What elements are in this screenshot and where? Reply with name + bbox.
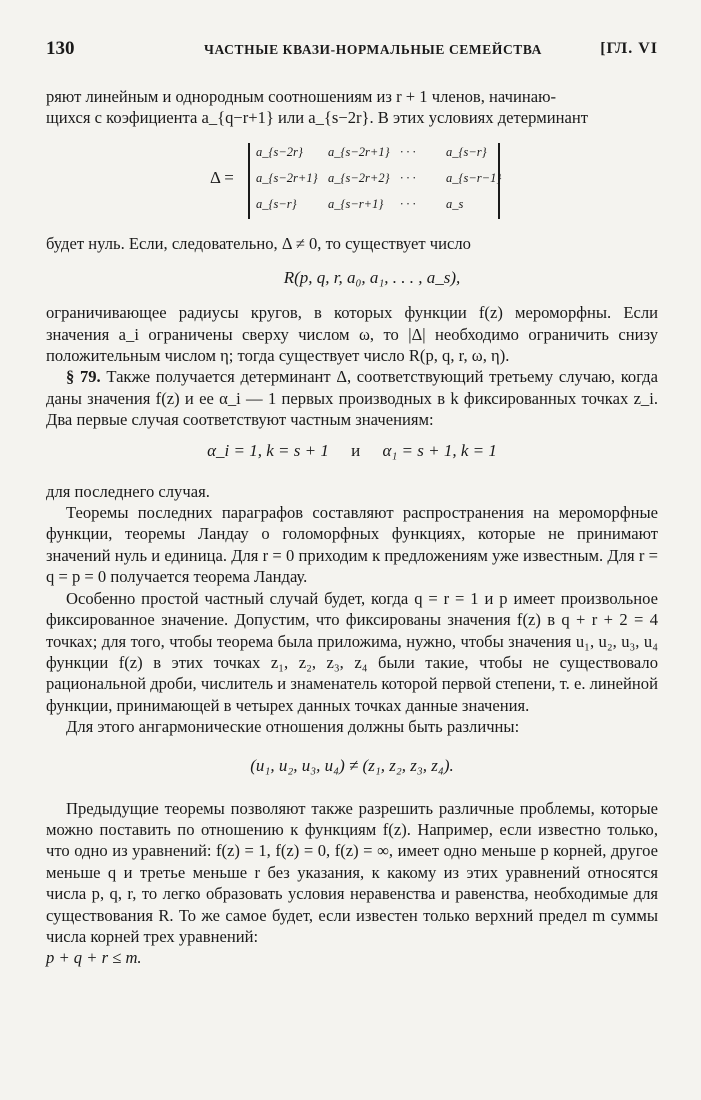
cases-formula: [46, 441, 658, 461]
section-79-text: Также получается детерминант Δ, соответствующий третьему случаю, когда даны значения f(z) и ее α_i — 1 первых производных в k фиксированных точках z_i. Два первые случая соответствуют частным значениям:: [46, 367, 658, 430]
case-two: α₁ = s + 1, k = 1: [382, 440, 497, 460]
page-header: [46, 38, 658, 64]
paragraph-line: щихся с коэфициента a_{q−r+1} или a_{s−2r}. В этих условиях детерминант: [46, 108, 588, 128]
determinant-cell: a_{s−r}: [446, 144, 487, 159]
paragraph: Для этого ангармонические отношения должны быть различны:: [66, 717, 520, 737]
chapter-label: [ГЛ. VI: [600, 40, 658, 57]
R-expression: R(p, q, r, a₀, a₁, . . . , a_s),: [283, 268, 461, 288]
determinant-cell: a_{s−r−1}: [446, 170, 502, 185]
determinant-cell: a_{s−r+1}: [328, 196, 384, 211]
section-79-paragraph: [46, 366, 658, 430]
paragraph: Предыдущие теоремы позволяют также разрешить различные проблемы, которые можно поставить по отношению к функциям f(z). Например, если известно только, что одно из уравнений: f(z) = 1, f(z) = 0, f(z) = ∞, имеет одно меньше p корней, другое меньше q и третье меньше r без указания, к какому из этих уравнений относятся числа p, q, r, то легко образовать условия неравенства и равенства, необходимые для существования R. То же самое будет, если известен только верхний предел m суммы числа корней трех уравнений:: [46, 798, 658, 946]
final-inequality: p + q + r ≤ m.: [46, 948, 142, 968]
determinant-cell: a_{s−r}: [256, 196, 297, 211]
case-one: α_i = 1, k = s + 1: [207, 440, 329, 460]
paragraph: Теоремы последних параграфов составляют распространения на мероморфные функции, теоремы Ландау о голоморфных функциях, которые не принимают значений нуль и единица. Для r = 0 приходим к предложениям уже известным. Для r = q = p = 0 получается теорема Ландау.: [46, 503, 658, 587]
paragraph: ограничивающее радиусы кругов, в которых функции f(z) мероморфны. Если значения a_i ограничены сверху числом ω, то |Δ| необходимо ограничить снизу положительным числом η; тогда существует число R(p, q, r, ω, η).: [46, 303, 658, 366]
page-number: 130: [46, 38, 75, 59]
determinant-lhs: Δ =: [210, 167, 234, 187]
determinant-cell: a_{s−2r+1}: [328, 144, 390, 159]
book-page: [46, 38, 658, 969]
case-conjunction: и: [351, 440, 361, 460]
determinant-formula: [46, 139, 658, 223]
determinant-cell: a_{s−2r+1}: [256, 170, 318, 185]
paragraph: будет нуль. Если, следовательно, Δ ≠ 0, то существует число: [46, 233, 471, 253]
paragraph: для последнего случая.: [46, 481, 210, 501]
determinant-cell: · · ·: [400, 144, 416, 159]
running-title: ЧАСТНЫЕ КВАЗИ-НОРМАЛЬНЫЕ СЕМЕЙСТВА: [204, 42, 543, 57]
determinant-left-bar: [248, 143, 250, 219]
section-label: § 79.: [66, 367, 101, 387]
determinant-cell: a_{s−2r+2}: [328, 170, 390, 185]
determinant-cell: a_s: [446, 196, 464, 211]
paragraph: Особенно простой частный случай будет, когда q = r = 1 и p имеет произвольное фиксированное значение. Допустим, что фиксированы значения f(z) в q + r + 2 = 4 точках; для того, чтобы теорема была приложима, нужно, чтобы значения u₁, u₂, u₃, u₄ функции f(z) в этих точках z₁, z₂, z₃, z₄ были такие, чтобы не существовало рациональной дроби, числитель и знаменатель которой первой степени, т. е. линейной функции, принимающей в четырех данных точках данные значения.: [46, 588, 658, 715]
determinant-cell: · · ·: [400, 170, 416, 185]
determinant-cell: · · ·: [400, 196, 416, 211]
cross-ratio-formula: (u₁, u₂, u₃, u₄) ≠ (z₁, z₂, z₃, z₄).: [250, 755, 454, 775]
paragraph-line: ряют линейным и однородным соотношениям из r + 1 членов, начинаю-: [46, 87, 557, 106]
determinant-cell: a_{s−2r}: [256, 144, 303, 159]
